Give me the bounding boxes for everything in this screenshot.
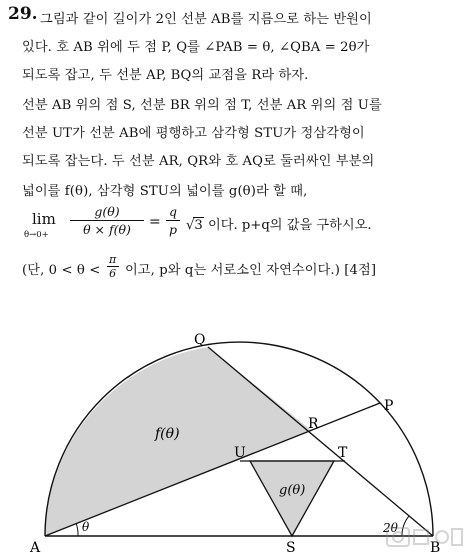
condition-fraction-numerator: π bbox=[107, 253, 119, 267]
sqrt-symbol: √ bbox=[186, 218, 195, 233]
label-a: A bbox=[30, 540, 41, 556]
limit-fraction bbox=[70, 204, 144, 237]
problem-line-6: 되도록 잡는다. 두 선분 AR, QR와 호 AQ로 둘러싸인 부분의 bbox=[22, 154, 375, 169]
label-s: S bbox=[286, 540, 296, 556]
problem-line-2: 있다. 호 AB 위에 두 점 P, Q를 ∠PAB = θ, ∠QBA = 2θ가 bbox=[22, 40, 370, 55]
semicircle-diagram bbox=[0, 300, 474, 560]
answer-fraction-numerator: q bbox=[166, 204, 180, 221]
label-b: B bbox=[430, 540, 441, 556]
sqrt-value: 3 bbox=[194, 218, 203, 233]
triangle-stu bbox=[250, 461, 334, 536]
limit-fraction-denominator: θ × f(θ) bbox=[83, 222, 131, 237]
condition-post: 이고, p와 q는 서로소인 자연수이다.) [4점] bbox=[124, 263, 377, 278]
label-f-theta: f(θ) bbox=[155, 426, 180, 442]
label-g-theta: g(θ) bbox=[279, 483, 306, 498]
condition-fraction-denominator: 6 bbox=[109, 267, 117, 280]
problem-line-3: 되도록 잡고, 두 선분 AP, BQ의 교점을 R라 하자. bbox=[22, 68, 309, 83]
label-theta: θ bbox=[82, 520, 90, 534]
angle-theta-arc bbox=[76, 523, 78, 536]
watermark-logo bbox=[386, 524, 464, 550]
label-two-theta: 2θ bbox=[383, 521, 398, 535]
problem-condition bbox=[22, 253, 377, 280]
condition-pre: (단, 0 < θ < bbox=[22, 263, 101, 278]
condition-fraction bbox=[107, 253, 119, 280]
limit-rest bbox=[186, 214, 372, 233]
label-q: Q bbox=[194, 332, 206, 348]
label-r: R bbox=[308, 416, 319, 432]
problem-line-5: 선분 UT가 선분 AB에 평행하고 삼각형 STU가 정삼각형이 bbox=[22, 126, 365, 141]
problem-line-1: 그림과 같이 길이가 2인 선분 AB를 지름으로 하는 반원이 bbox=[40, 12, 372, 27]
label-p: P bbox=[384, 398, 394, 414]
answer-fraction-denominator: p bbox=[168, 222, 177, 237]
label-u: U bbox=[234, 445, 246, 461]
label-t: T bbox=[338, 445, 348, 461]
limit-rest-text: 이다. p+q의 값을 구하시오. bbox=[208, 218, 372, 233]
limit-fraction-numerator: g(θ) bbox=[70, 204, 144, 221]
problem-line-4: 선분 AB 위의 점 S, 선분 BR 위의 점 T, 선분 AR 위의 점 U를 bbox=[22, 98, 382, 113]
limit-word: lim bbox=[32, 210, 56, 228]
answer-fraction bbox=[166, 204, 180, 237]
problem-line-7: 넓이를 f(θ), 삼각형 STU의 넓이를 g(θ)라 할 때, bbox=[22, 184, 308, 199]
problem-number: 29. bbox=[8, 4, 38, 24]
equals-sign: = bbox=[149, 214, 161, 230]
limit-subscript: θ→0+ bbox=[24, 230, 49, 240]
